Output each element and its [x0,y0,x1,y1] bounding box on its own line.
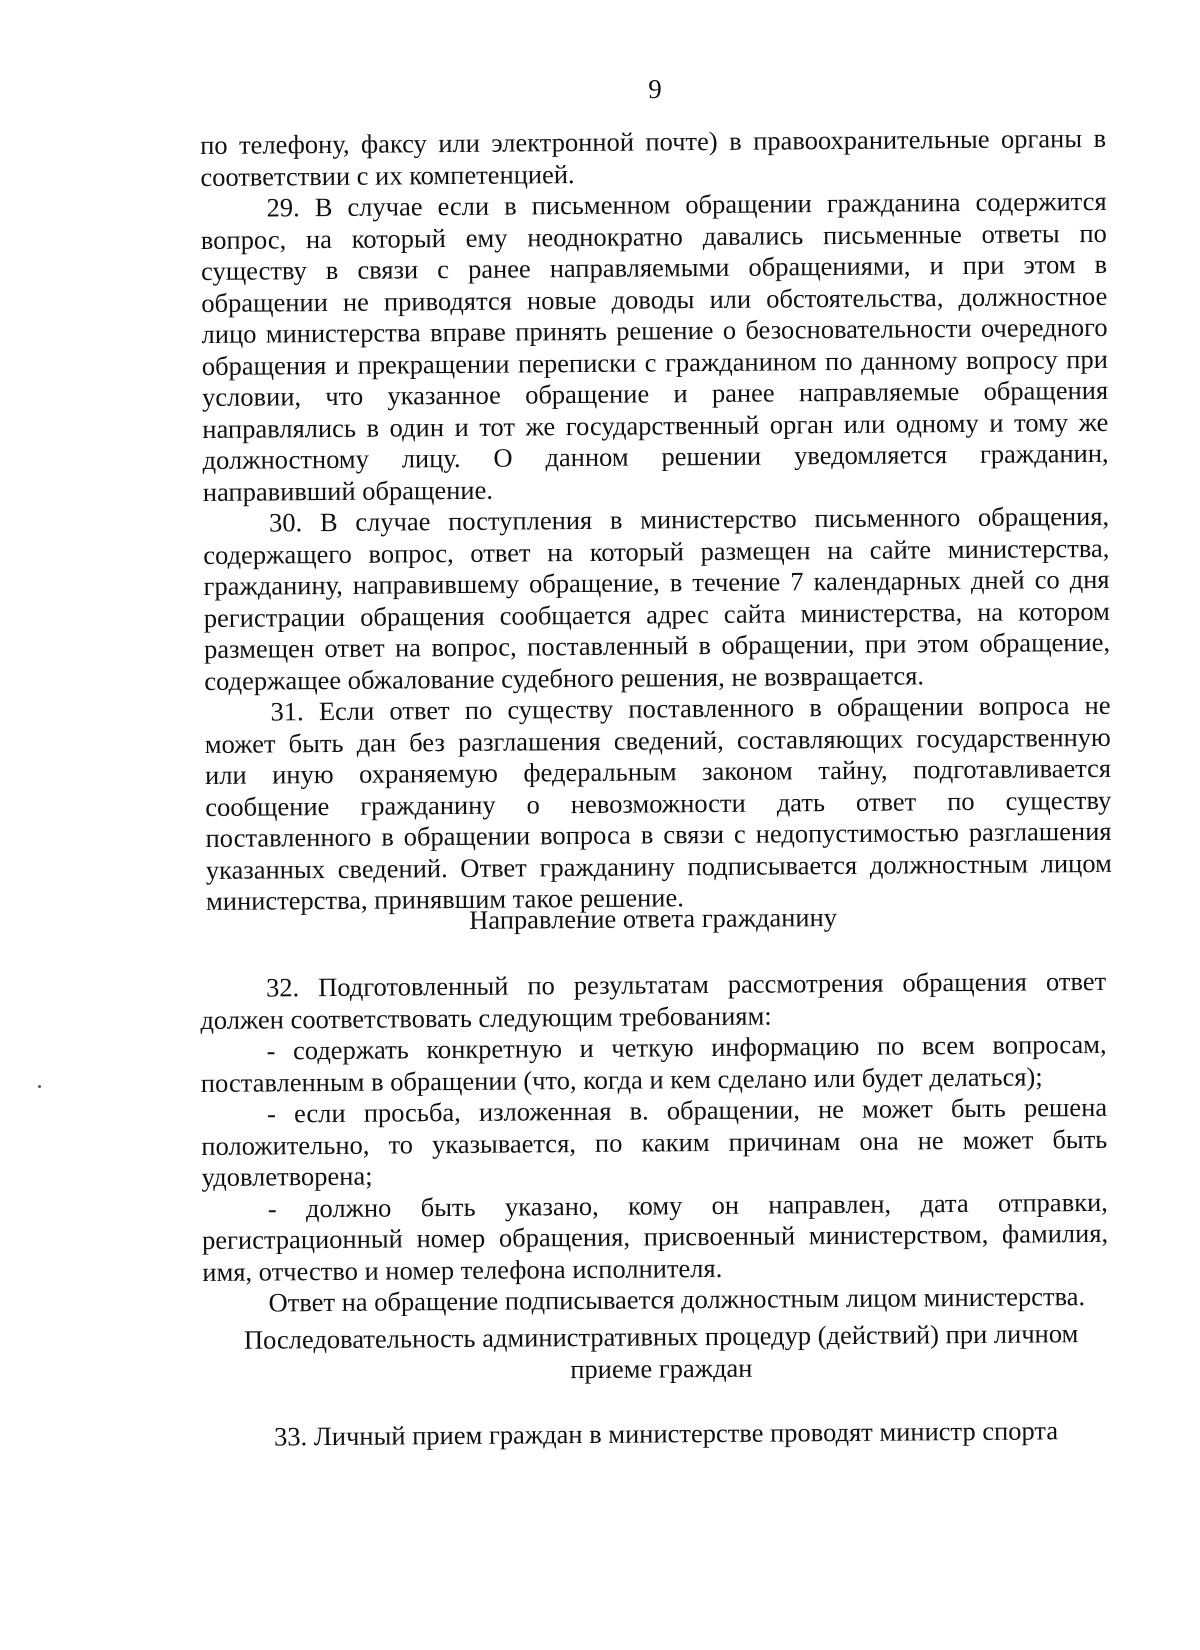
section-heading-reception: Последовательность административных процедур (действий) при личном приеме граждан [243,1318,1079,1384]
paragraph-33: 33. Личный прием граждан в министерстве проводят министр спорта [273,1415,1059,1452]
paragraph-31: 31. Если ответ по существу поставленного в обращении вопроса не может быть дан без разглашения сведений, составляющих государственную или иную охраняемую федеральным законом тайну, подготавливается сообщение гражданину о невозможности дать ответ по существу поставленного в обращении вопроса в связи с недопустимостью разглашения указанных сведений. Ответ гражданину подписывается должностным лицом министерства, принявшим такое решение. [204,689,1112,916]
body-text-block-2 [200,966,1109,1320]
paragraph-29: 29. В случае если в письменном обращении гражданина содержится вопрос, на который ему неоднократно давались письменные ответы по существу в связи с ранее направляемыми обращениями, и при этом в обращении не приводятся новые доводы или обстоятельства, должностное лицо министерства вправе принять решение о безосновательности очередного обращения и прекращении переписки с гражданином по данному вопросу при условии, что указанное обращение и ранее направляемые обращения направлялись в один и тот же государственный орган или одному и тому же должностному лицу. О данном решении уведомляется гражданин, направивший обращение. [200,185,1109,507]
requirement-item-1: - содержать конкретную и четкую информацию по всем вопросам, поставленным в обращении (что, когда и кем сделано или будет делаться); [200,1028,1107,1098]
paragraph-32: 32. Подготовленный по результатам рассмотрения обращения ответ должен соответствовать следующим требованиям: [200,965,1107,1035]
body-text-block-1 [200,123,1112,918]
page-number: 9 [648,74,662,104]
requirement-item-2: - если просьба, изложенная в. обращении, не может быть решена положительно, то указывается, по каким причинам она не может быть удовлетворена; [201,1091,1108,1192]
body-text-block-3 [208,1415,1114,1454]
paragraph-30: 30. В случае поступления в министерство письменного обращения, содержащего вопрос, ответ на который размещен на сайте министерства, гражданину, направившему обращение, в течение 7 календарных дней со дня регистрации обращения сообщается адрес сайта министерства, на котором размещен ответ на вопрос, поставленный в обращении, при этом обращение, содержащее обжалование судебного решения, не возвращается. [203,500,1111,696]
requirement-item-3: - должно быть указано, кому он направлен, дата отправки, регистрационный номер обращения, присвоенный министерством, фамилия, имя, отчество и номер телефона исполнителя. [201,1186,1109,1287]
paragraph-intro: по телефону, факсу или электронной почте) в правоохранительные органы в соответствии с их компетенцией. [200,122,1107,192]
scan-artifact [38,1085,41,1088]
section-reply-heading-block [200,900,1106,939]
section-heading-reply: Направление ответа гражданину [469,901,838,935]
section-reception-heading-block [208,1318,1114,1388]
paragraph-signed: Ответ на обращение подписывается должностным лицом министерства. [268,1281,1086,1318]
